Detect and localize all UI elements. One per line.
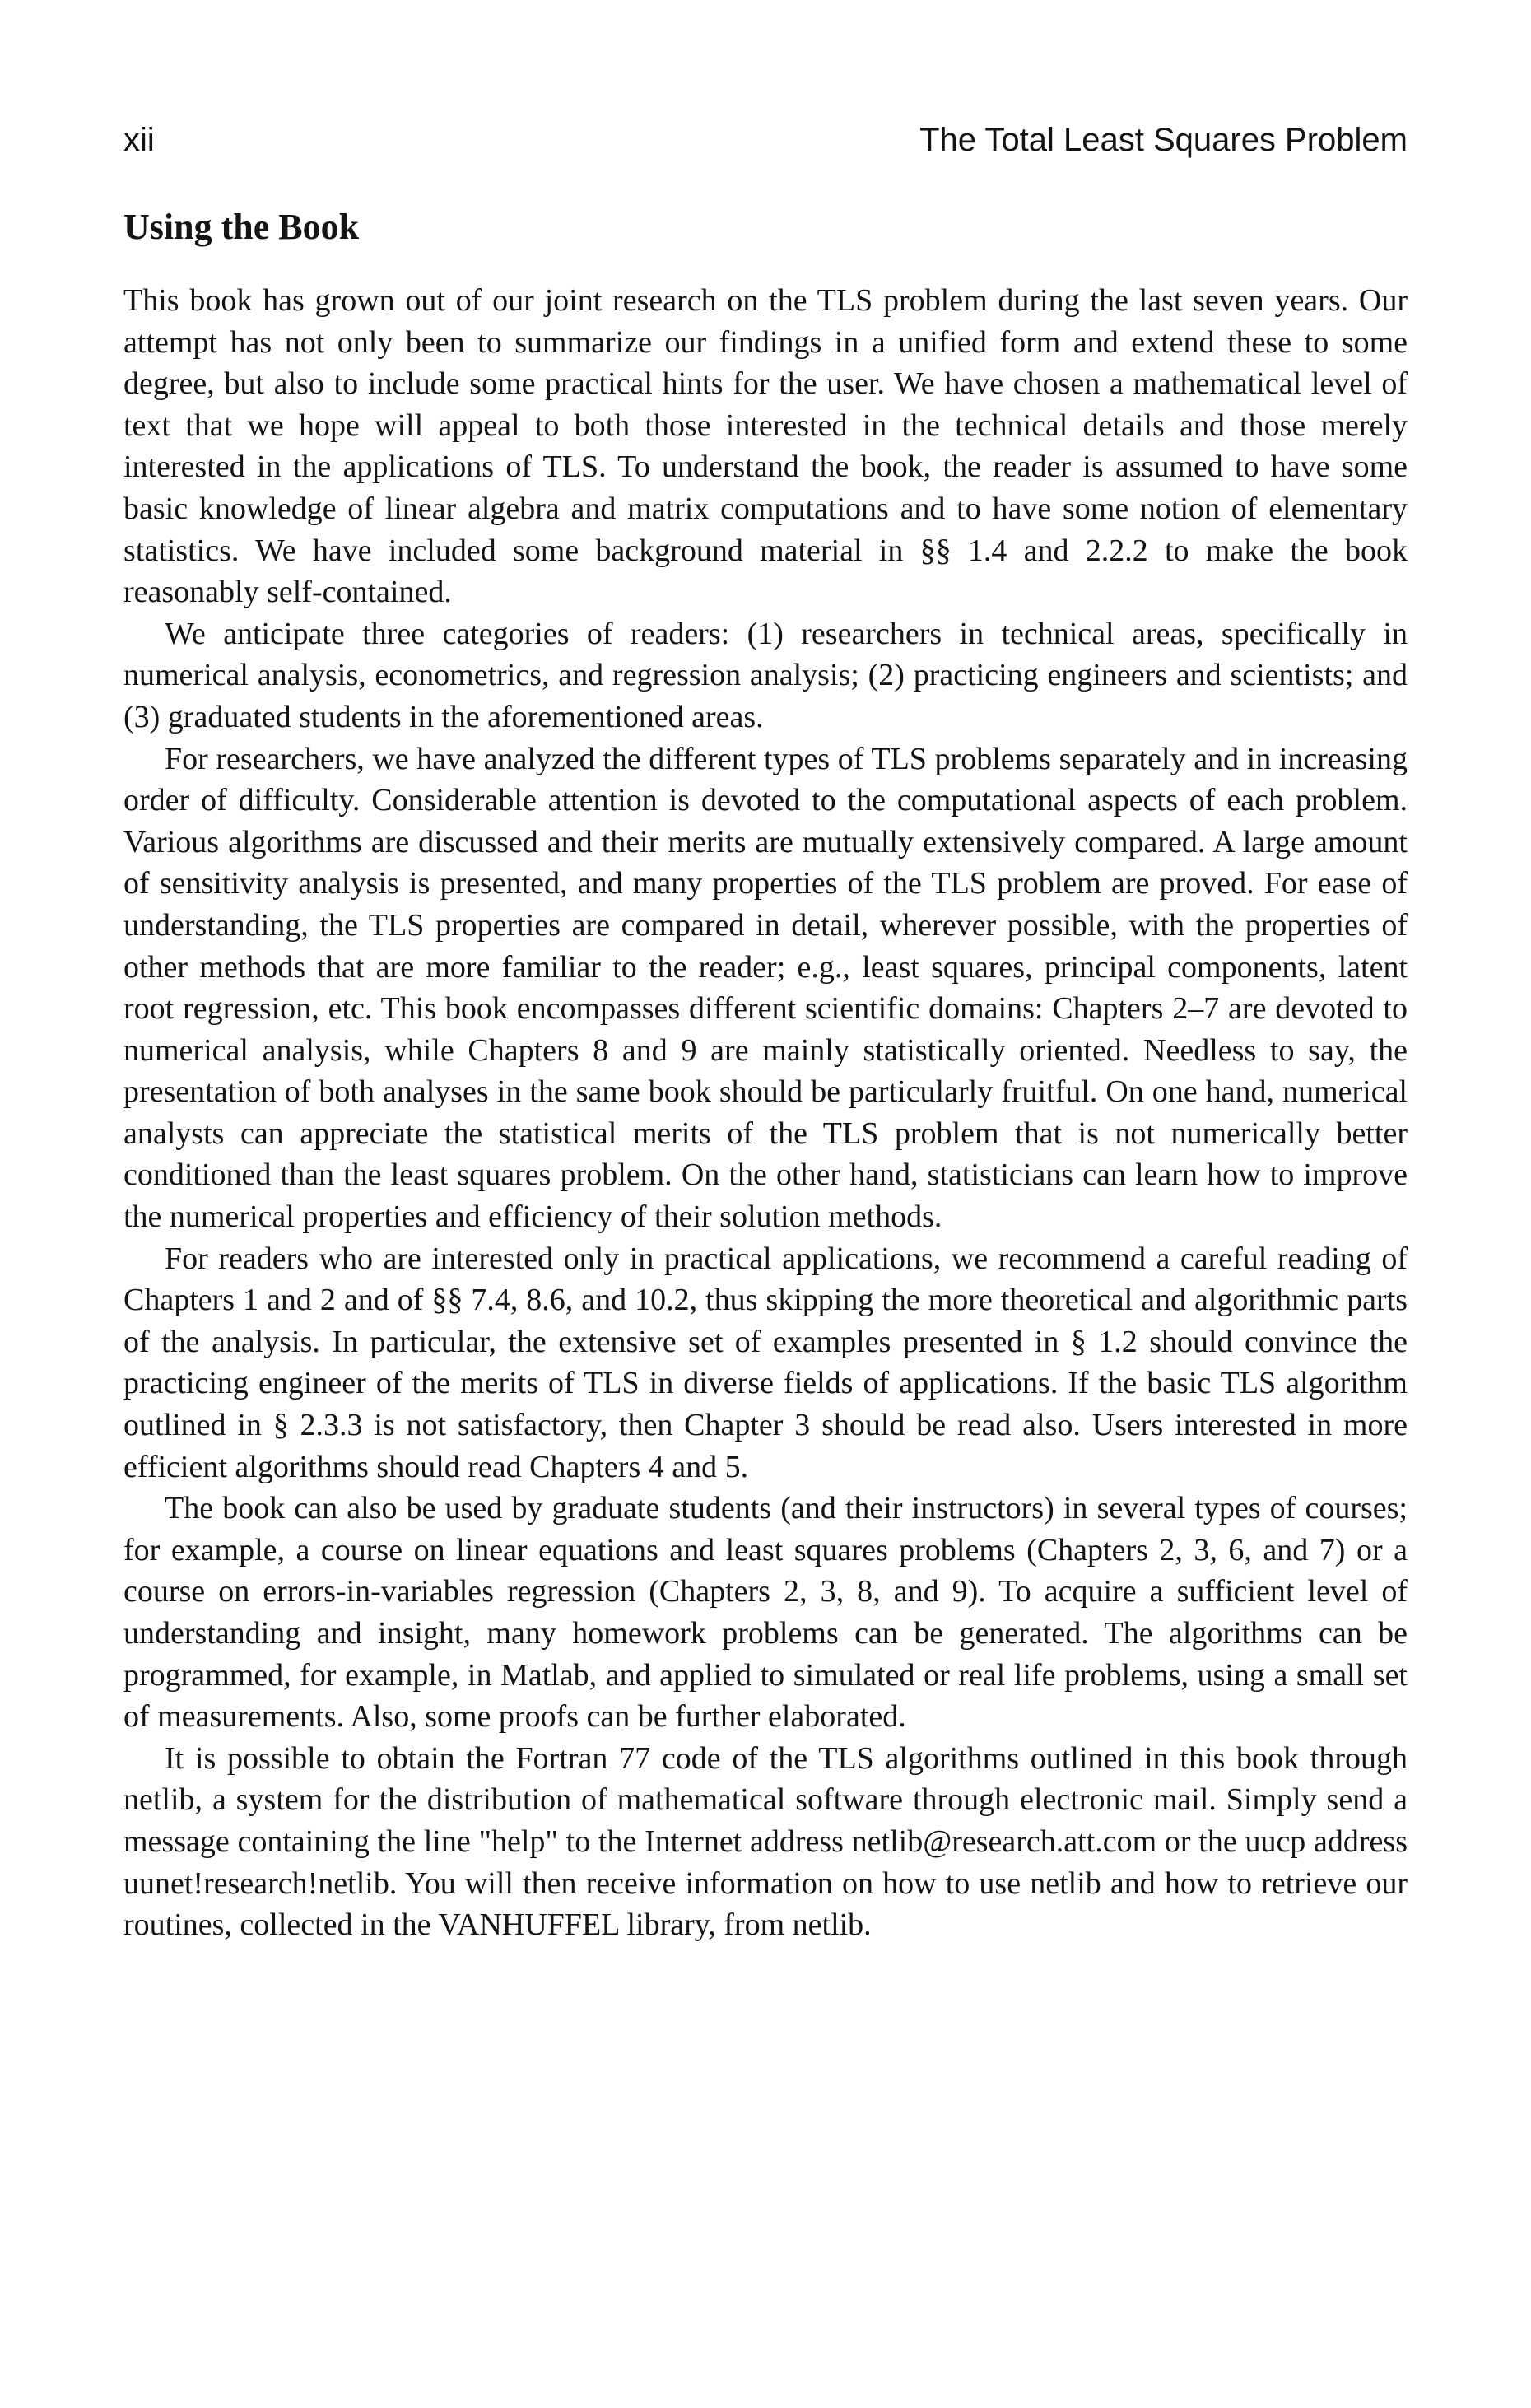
page-number: xii <box>123 122 155 158</box>
paragraph-practitioners: For readers who are interested only in practical applications, we recommend a careful reading of Chapters 1 and 2 and of §§ 7.4, 8.6, and 10.2, thus skipping the more theoretical and algorithmic parts of the analysis. In particular, the extensive set of examples presented in § 1.2 should convince the practicing engineer of the merits of TLS in diverse fields of applications. If the basic TLS algorithm outlined in § 2.3.3 is not satisfactory, then Chapter 3 should be read also. Users interested in more efficient algorithms should read Chapters 4 and 5. <box>123 1241 1408 1484</box>
body-text <box>123 280 1408 1946</box>
section-heading: Using the Book <box>123 207 360 247</box>
running-title: The Total Least Squares Problem <box>919 122 1408 158</box>
paragraph-netlib: It is possible to obtain the Fortran 77 code of the TLS algorithms outlined in this book through netlib, a system for the distribution of mathematical software through electronic mail. Simply send a message containing the line "help" to the Internet address netlib@research.att.com or the uucp address uunet!research!netlib. You will then receive information on how to use netlib and how to retrieve our routines, collected in the VANHUFFEL library, from netlib. <box>123 1740 1408 1943</box>
paragraph-readers: We anticipate three categories of readers: (1) researchers in technical areas, specifically in numerical analysis, econometrics, and regression analysis; (2) practicing engineers and scientists; and (3) graduated students in the aforementioned areas. <box>123 616 1408 734</box>
paragraph-researchers: For researchers, we have analyzed the different types of TLS problems separately and in increasing order of difficulty. Considerable attention is devoted to the computational aspects of each problem. Various algorithms are discussed and their merits are mutually extensively compared. A large amount of sensitivity analysis is presented, and many properties of the TLS problem are proved. For ease of understanding, the TLS properties are compared in detail, wherever possible, with the properties of other methods that are more familiar to the reader; e.g., least squares, principal components, latent root regression, etc. This book encompasses different scientific domains: Chapters 2–7 are devoted to numerical analysis, while Chapters 8 and 9 are mainly statistically oriented. Needless to say, the presentation of both analyses in the same book should be particularly fruitful. On one hand, numerical analysts can appreciate the statistical merits of the TLS problem that is not numerically better conditioned than the least squares problem. On the other hand, statisticians can learn how to improve the numerical properties and efficiency of their solution methods. <box>123 741 1408 1235</box>
paragraph-students: The book can also be used by graduate students (and their instructors) in several types of courses; for example, a course on linear equations and least squares problems (Chapters 2, 3, 6, and 7) or a course on errors-in-variables regression (Chapters 2, 3, 8, and 9). To acquire a sufficient level of understanding and insight, many homework problems can be generated. The algorithms can be programmed, for example, in Matlab, and applied to simulated or real life problems, using a small set of measurements. Also, some proofs can be further elaborated. <box>123 1491 1408 1735</box>
paragraph-intro: This book has grown out of our joint research on the TLS problem during the last seven years. Our attempt has not only been to summarize our findings in a unified form and extend these to some degree, but also to include some practical hints for the user. We have chosen a mathematical level of text that we hope will appeal to both those interested in the technical details and those merely interested in the applications of TLS. To understand the book, the reader is assumed to have some basic knowledge of linear algebra and matrix computations and to have some notion of elementary statistics. We have included some background material in §§ 1.4 and 2.2.2 to make the book reasonably self-contained. <box>123 283 1408 610</box>
book-page <box>123 0 1408 2408</box>
running-head <box>123 115 1408 165</box>
